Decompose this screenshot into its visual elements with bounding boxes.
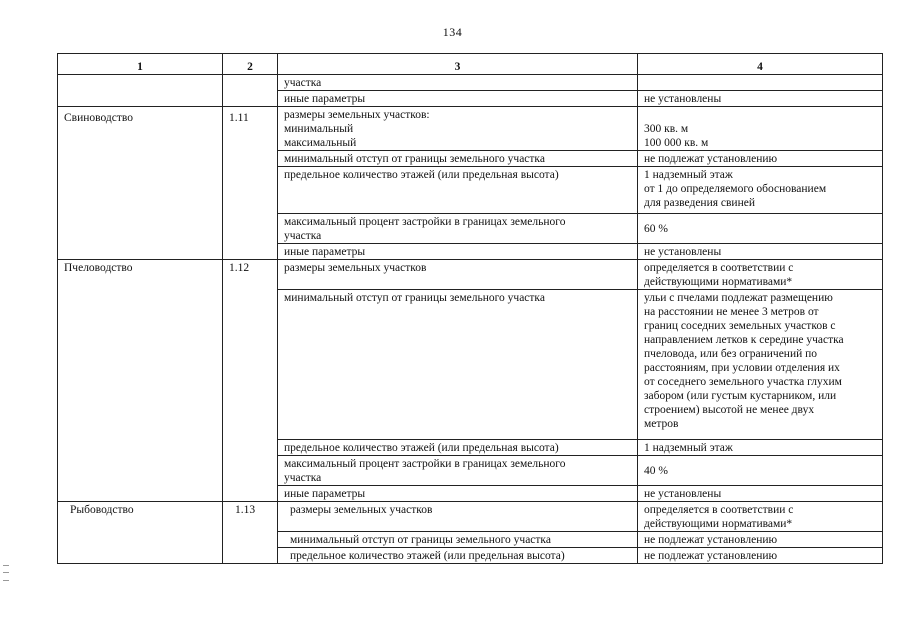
- land-use-parameters-table: [57, 53, 883, 564]
- use-code-cell: 1.11: [223, 107, 278, 260]
- param-cell: минимальный отступ от границы земельного участка: [278, 290, 638, 440]
- param-cell: участка: [278, 75, 638, 91]
- param-cell: иные параметры: [278, 486, 638, 502]
- value-line: границ соседних земельных участков с: [644, 320, 836, 332]
- param-line: участка: [284, 230, 322, 242]
- value-cell: не подлежат установлению: [638, 532, 883, 548]
- value-cell: [638, 260, 883, 290]
- value-line: расстояниям, при условии отделения их: [644, 362, 840, 374]
- use-name: Рыбоводство: [70, 504, 134, 516]
- use-code: 1.13: [235, 504, 256, 516]
- param-cell: [278, 107, 638, 151]
- param-cell: [278, 548, 638, 564]
- table-row: [58, 75, 883, 91]
- table-row: [58, 260, 883, 290]
- value-line: действующими нормативами*: [644, 518, 793, 530]
- table-row: [58, 502, 883, 532]
- param-cell: минимальный отступ от границы земельного участка: [278, 151, 638, 167]
- use-name-cell: Пчеловодство: [58, 260, 223, 502]
- value-cell: [638, 167, 883, 214]
- value-line: от соседнего земельного участка глухим: [644, 376, 842, 388]
- column-header: 3: [278, 54, 638, 75]
- value-cell: 40 %: [638, 456, 883, 486]
- value-line: ульи с пчелами подлежат размещению: [644, 292, 833, 304]
- value-cell: не установлены: [638, 244, 883, 260]
- param-cell: [278, 502, 638, 532]
- value-cell: не установлены: [638, 486, 883, 502]
- value-cell: 60 %: [638, 214, 883, 244]
- param-cell: предельное количество этажей (или предельная высота): [278, 440, 638, 456]
- value-cell: 1 надземный этаж: [638, 440, 883, 456]
- param-line: минимальный: [284, 123, 354, 135]
- param-text: минимальный отступ от границы земельного участка: [290, 534, 551, 546]
- param-cell: предельное количество этажей (или предельная высота): [278, 167, 638, 214]
- value-line: 1 надземный этаж: [644, 169, 733, 181]
- param-cell: [278, 456, 638, 486]
- param-line: максимальный: [284, 137, 357, 149]
- value-line: забором (или густым кустарником, или: [644, 390, 837, 402]
- value-line: 300 кв. м: [644, 123, 689, 135]
- value-cell: [638, 502, 883, 532]
- table-header-row: [58, 54, 883, 75]
- column-header: 1: [58, 54, 223, 75]
- param-line: участка: [284, 472, 322, 484]
- param-cell: иные параметры: [278, 244, 638, 260]
- scan-margin-mark: [3, 565, 9, 581]
- value-cell: не подлежат установлению: [638, 151, 883, 167]
- use-code-cell: [223, 502, 278, 564]
- use-name-cell: [58, 502, 223, 564]
- value-cell: не установлены: [638, 91, 883, 107]
- value-line: от 1 до определяемого обоснованием: [644, 183, 827, 195]
- use-name-cell: Свиноводство: [58, 107, 223, 260]
- column-header: 4: [638, 54, 883, 75]
- value-line: на расстоянии не менее 3 метров от: [644, 306, 819, 318]
- param-text: предельное количество этажей (или предельная высота): [290, 550, 565, 562]
- value-line: 100 000 кв. м: [644, 137, 709, 149]
- param-cell: [278, 214, 638, 244]
- use-name-cell: [58, 75, 223, 107]
- value-line: действующими нормативами*: [644, 276, 793, 288]
- use-code-cell: [223, 75, 278, 107]
- param-line: размеры земельных участков:: [284, 109, 430, 121]
- column-header: 2: [223, 54, 278, 75]
- page-number: 134: [442, 25, 463, 39]
- value-line: направлением летков к середине участка: [644, 334, 844, 346]
- value-line: метров: [644, 418, 679, 430]
- value-line: строением) высотой не менее двух: [644, 404, 815, 416]
- param-cell: [278, 532, 638, 548]
- param-line: максимальный процент застройки в границах земельного: [284, 216, 566, 228]
- value-line: пчеловода, или без ограничений по: [644, 348, 818, 360]
- param-cell: размеры земельных участков: [278, 260, 638, 290]
- value-line: определяется в соответствии с: [644, 504, 794, 516]
- param-cell: иные параметры: [278, 91, 638, 107]
- value-cell: [638, 107, 883, 151]
- use-code-cell: 1.12: [223, 260, 278, 502]
- table-row: [58, 107, 883, 151]
- value-cell: [638, 75, 883, 91]
- value-line: определяется в соответствии с: [644, 262, 794, 274]
- value-line: для разведения свиней: [644, 197, 755, 209]
- value-cell: не подлежат установлению: [638, 548, 883, 564]
- value-cell: [638, 290, 883, 440]
- param-text: размеры земельных участков: [290, 504, 433, 516]
- param-line: максимальный процент застройки в границах земельного: [284, 458, 566, 470]
